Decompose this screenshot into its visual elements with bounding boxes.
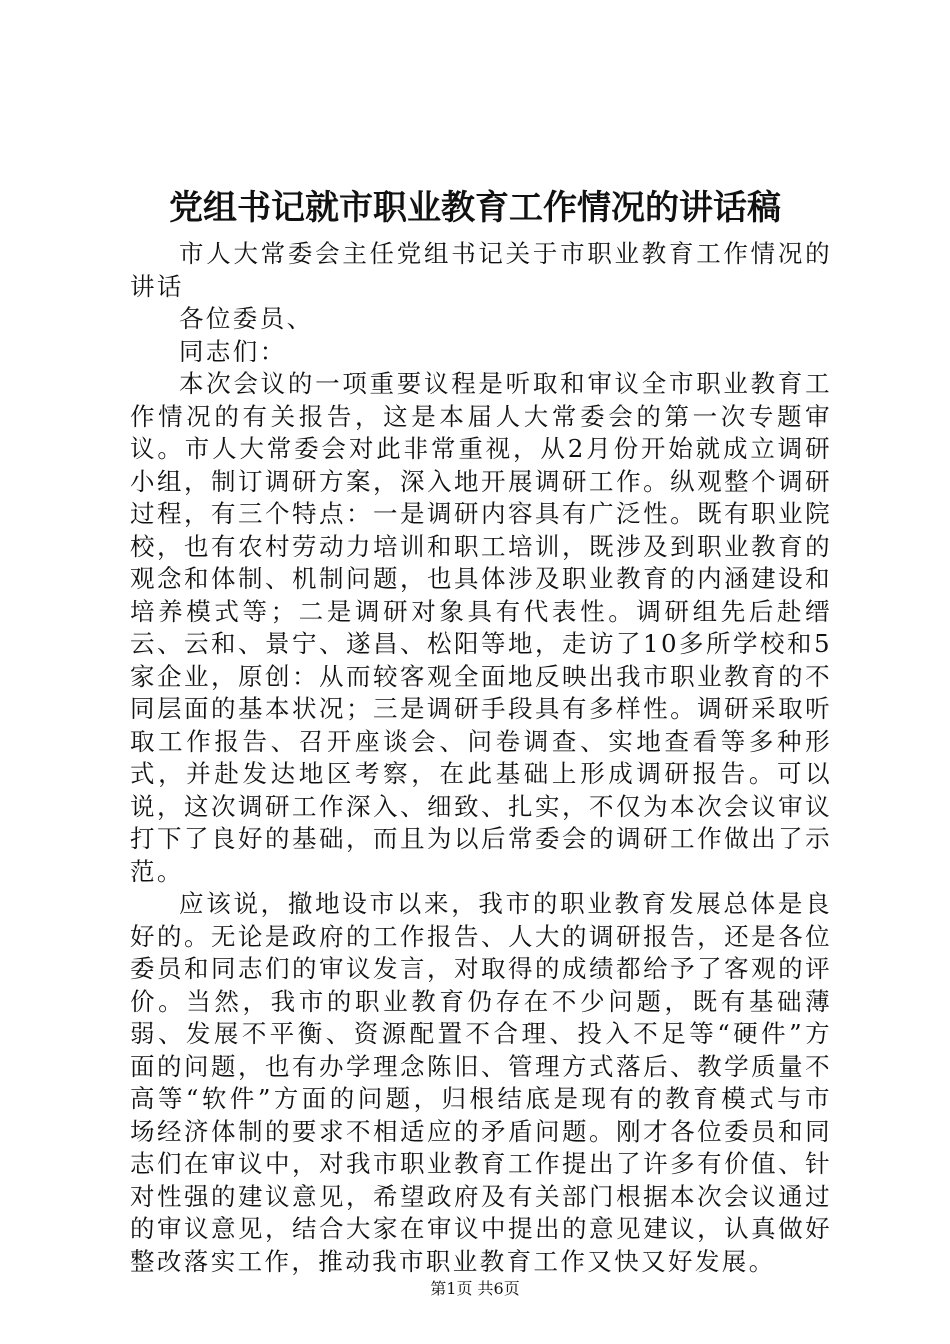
paragraph-body-2: 应该说，撤地设市以来，我市的职业教育发展总体是良好的。无论是政府的工作报告、人大的调研报告，还是各位委员和同志们的审议发言，对取得的成绩都给予了客观的评价。当然，我市的职业教育仍存在不少问题，既有基础薄弱、发展不平衡、资源配置不合理、投入不足等“硬件”方面的问题，也有办学理念陈旧、管理方式落后、教学质量不高等“软件”方面的问题，归根结底是现有的教育模式与市场经济体制的要求不相适应的矛盾问题。刚才各位委员和同志们在审议中，对我市职业教育工作提出了许多有价值、针对性强的建议意见，希望政府及有关部门根据本次会议通过的审议意见，结合大家在审议中提出的意见建议，认真做好整改落实工作，推动我市职业教育工作又快又好发展。 [130,889,832,1276]
paragraph-salutation-members: 各位委员、 [179,304,314,333]
document-body [130,238,832,1278]
paragraph-body-1: 本次会议的一项重要议程是听取和审议全市职业教育工作情况的有关报告，这是本届人大常委会的第一次专题审议。市人大常委会对此非常重视，从2月份开始就成立调研小组，制订调研方案，深入地开展调研工作。纵观整个调研过程，有三个特点：一是调研内容具有广泛性。既有职业院校，也有农村劳动力培训和职工培训，既涉及到职业教育的观念和体制、机制问题，也具体涉及职业教育的内涵建设和培养模式等；二是调研对象具有代表性。调研组先后赴缙云、云和、景宁、遂昌、松阳等地，走访了10多所学校和5家企业，原创：从而较客观全面地反映出我市职业教育的不同层面的基本状况；三是调研手段具有多样性。调研采取听取工作报告、召开座谈会、问卷调查、实地查看等多种形式，并赴发达地区考察，在此基础上形成调研报告。可以说，这次调研工作深入、细致、扎实，不仅为本次会议审议打下了良好的基础，而且为以后常委会的调研工作做出了示范。 [130,369,832,886]
document-title: 党组书记就市职业教育工作情况的讲话稿 [169,188,781,228]
paragraph-salutation-comrades: 同志们： [179,336,287,366]
page-footer: 第1页 共6页 [430,1279,520,1298]
paragraph-subtitle: 市人大常委会主任党组书记关于市职业教育工作情况的讲话 [130,239,832,301]
